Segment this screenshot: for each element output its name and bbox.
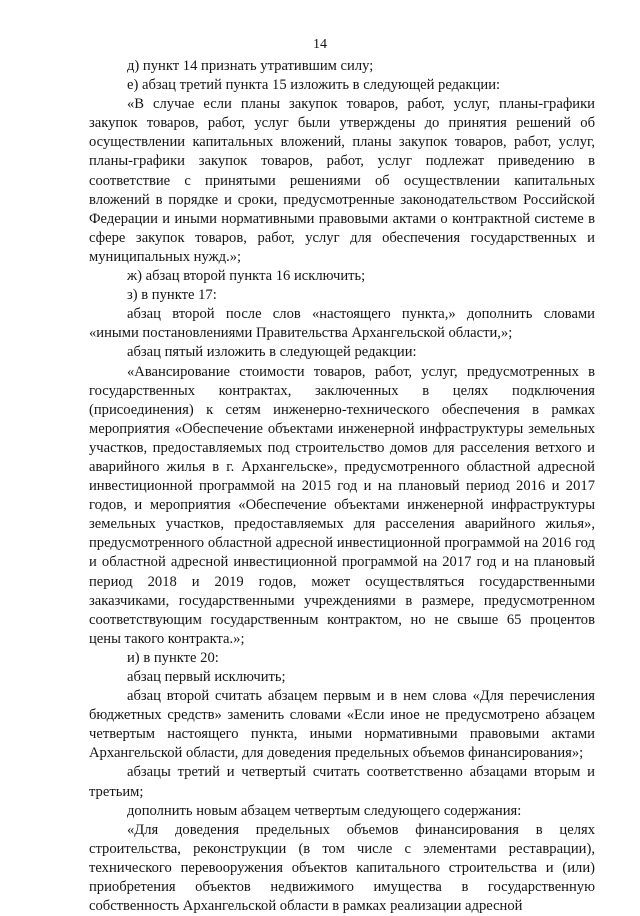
document-body	[89, 57, 595, 916]
paragraph-zh: ж) абзац второй пункта 16 исключить;	[127, 268, 366, 285]
quoted-paragraph-financing: «Для доведения предельных объемов финансирования в целях строительства, реконструкции (в том числе с элементами реставрации), технического перевооружения объектов капитального строительства и (или) приобретения объектов недвижимого имущества в государственную собственность Архангельской области в рамках реализации адресной	[89, 821, 595, 915]
paragraph-second-amend: абзац второй после слов «настоящего пункта,» дополнить словами «иными постановлениями Правительства Архангельской области,»;	[89, 306, 595, 342]
paragraph-fifth-intro: абзац пятый изложить в следующей редакции:	[127, 344, 417, 361]
paragraph-add-fourth: дополнить новым абзацем четвертым следующего содержания:	[127, 802, 522, 819]
quoted-paragraph-advance: «Авансирование стоимости товаров, работ, услуг, предусмотренных в государственных контрактах, заключенных в целях подключения (присоединения) к сетям инженерно-технического обеспечения в рамках мероприятия «Обеспечение объектами инженерной инфраструктуры земельных участков, предоставляемых под строительство домов для расселения ветхого и аварийного жилья в г. Архангельске», предусмотренного областной адресной инвестиционной программой на 2015 год и на плановый период 2016 и 2017 годов, и мероприятия «Обеспечение объектами инженерной инфраструктуры земельных участков, предоставляемых для расселения аварийного жилья», предусмотренного областной адресной инвестиционной программой на 2016 год и областной адресной инвестиционной программой на 2017 год и на плановый период 2018 и 2019 годов, может осуществляться государственными заказчиками, государственными учреждениями в размере, предусмотренном соответствующим государственным контрактом, но не свыше 65 процентов цены такого контракта.»;	[89, 363, 595, 647]
paragraph-d: д) пункт 14 признать утратившим силу;	[127, 58, 374, 74]
paragraph-e: е) абзац третий пункта 15 изложить в следующей редакции:	[127, 77, 501, 94]
paragraph-i: и) в пункте 20:	[127, 649, 219, 666]
paragraph-z: з) в пункте 17:	[127, 287, 217, 304]
paragraph-first-exclude: абзац первый исключить;	[127, 669, 286, 685]
paragraph-third-fourth: абзацы третий и четвертый считать соответственно абзацами вторым и третьим;	[89, 764, 595, 800]
quoted-paragraph-plans: «В случае если планы закупок товаров, работ, услуг, планы-графики закупок товаров, работ, услуг были утверждены до принятия решений об осуществлении капитальных вложений, планы закупок товаров, работ, услуг, планы-графики закупок товаров, работ, услуг подлежат приведению в соответствие с принятыми решениями об осуществлении капитальных вложений в порядке и сроки, предусмотренные законодательством Российской Федерации и иными нормативными правовыми актами о контрактной системе в сфере закупок товаров, работ, услуг для обеспечения государственных и муниципальных нужд.»;	[89, 96, 595, 265]
paragraph-second-renumber: абзац второй считать абзацем первым и в нем слова «Для перечисления бюджетных средств» заменить словами «Если иное не предусмотрено абзацем четвертым настоящего пункта, иными нормативными правовыми актами Архангельской области, для доведения предельных объемов финансирования»;	[89, 688, 595, 762]
page-number: 14	[313, 37, 327, 52]
